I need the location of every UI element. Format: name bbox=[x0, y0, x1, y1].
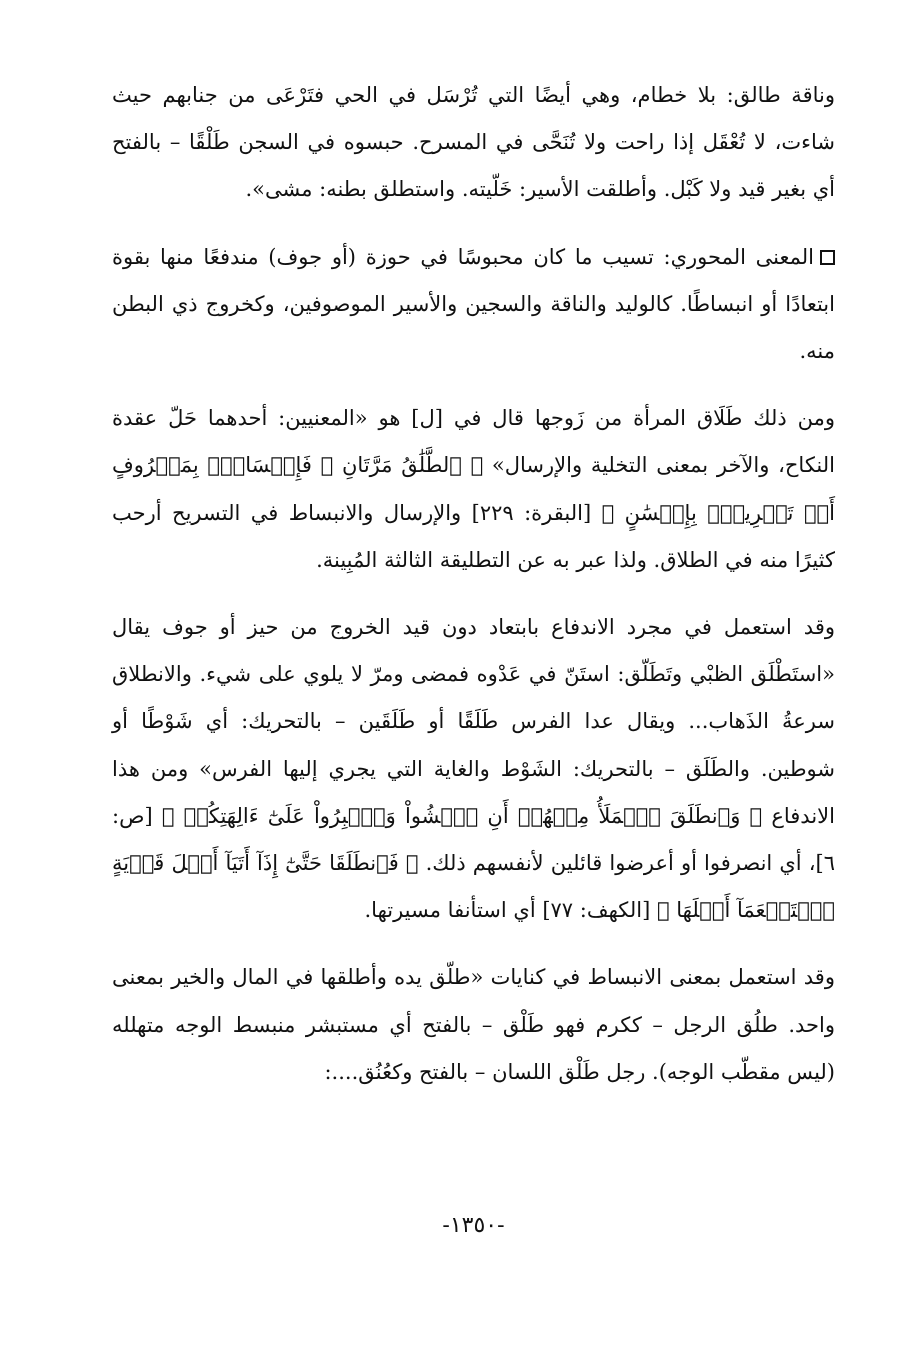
paragraph-3: ومن ذلك طَلَاق المرأة من زَوجها قال في [ل] هو «المعنيين: أحدهما حَلّ عقدة النكاح، والآخر بمعنى التخلية والإرسال» ﴿ ٱلطَّلَٰقُ مَرَّتَانِ ۖ فَإِمۡسَاكُۢ بِمَعۡرُوفٍ أَوۡ تَسۡرِيحُۢ بِإِحۡسَٰنٍ ﴾ [البقرة: ٢٢٩] والإرسال والانبساط في التسريح أرحب كثيرًا منه في الطلاق. ولذا عبر به عن التطليقة الثالثة المُبِينة. bbox=[112, 406, 835, 572]
paragraph-2 bbox=[112, 234, 835, 376]
paragraph-5: وقد استعمل بمعنى الانبساط في كنايات «طلّق يده وأطلقها في المال والخير بمعنى واحد. طلُق الرجل – ككرم فهو طَلْق – بالفتح أي مستبشر منبسط الوجه متهلله (ليس مقطّب الوجه). رجل طَلْق اللسان – بالفتح وكعُنُق....: bbox=[112, 965, 835, 1084]
paragraph-4: وقد استعمل في مجرد الاندفاع بابتعاد دون قيد الخروج من حيز أو جوف يقال «استَطْلَق الظبْي وتَطَلّق: استَنّ في عَدْوه فمضى ومرّ لا يلوي على شيء. والانطلاق سرعةُ الذَهاب... ويقال عدا الفرس طَلَقًا أو طَلَقَين – بالتحريك: أي شَوْطًا أو شوطين. والطَلَق – بالتحريك: الشَوْط والغاية التي يجري إليها الفرس» ومن هذا الاندفاع ﴿ وَٱنطَلَقَ ٱلۡمَلَأُ مِنۡهُمۡ أَنِ ٱمۡشُواْ وَٱصۡبِرُواْ عَلَىٰٓ ءَالِهَتِكُمۡ ﴾ [ص: ٦]، أي انصرفوا أو أعرضوا قائلين لأنفسهم ذلك. ﴿ فَٱنطَلَقَا حَتَّىٰٓ إِذَآ أَتَيَآ أَهۡلَ قَرۡيَةٍ ٱسۡتَطۡعَمَآ أَهۡلَهَا ﴾ [الكهف: ٧٧] أي استأنفا مسيرتها. bbox=[112, 615, 835, 923]
page-number: -١٣٥٠- bbox=[442, 1213, 505, 1238]
paragraph-2-text: المعنى المحوري: تسيب ما كان محبوسًا في حوزة (أو جوف) مندفعًا منها بقوة ابتعادًا أو انبساطًا. كالوليد والناقة والسجين والأسير الموصوفين، وكخروج ذي البطن منه. bbox=[112, 244, 835, 364]
paragraph-1: وناقة طالق: بلا خطام، وهي أيضًا التي تُرْسَل في الحي فتَرْعَى من جنابهم حيث شاءت، لا تُعْقَل إذا راحت ولا تُنَحَّى في المسرح. حبسوه في السجن طَلْقًا – بالفتح أي بغير قيد ولا كَبْل. وأطلقت الأسير: خَلّيته. واستطلق بطنه: مشى». bbox=[112, 83, 835, 202]
square-bullet-icon bbox=[820, 250, 835, 265]
